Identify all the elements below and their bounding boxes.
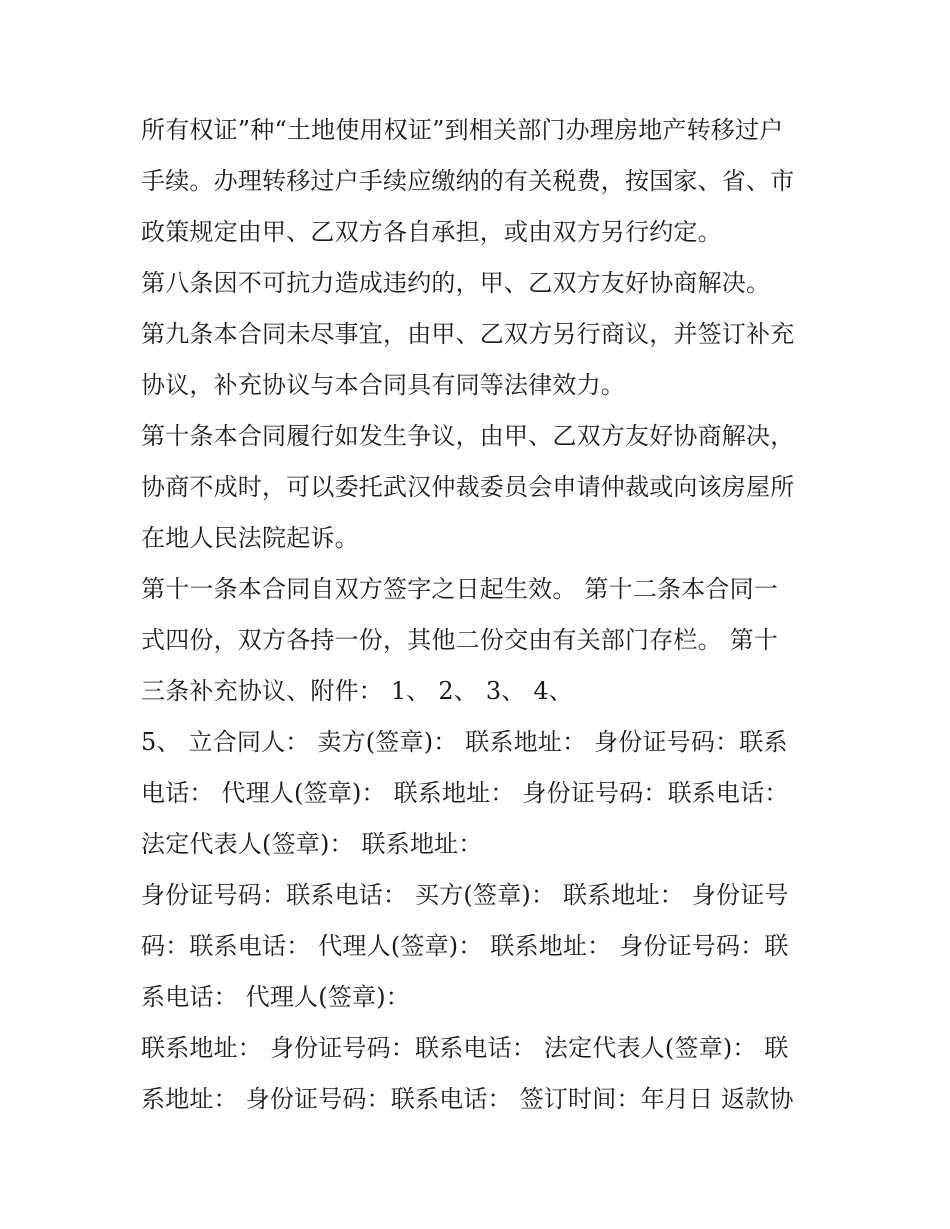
text-line: 三条补充协议、附件： 1、 2、 3、 4、 bbox=[141, 677, 573, 705]
text-line: 法定代表人(签章)： 联系地址： bbox=[141, 830, 483, 858]
text-line: 5、 立合同人： 卖方(签章)： 联系地址： 身份证号码：联系 bbox=[141, 728, 788, 756]
text-line: 系地址： 身份证号码：联系电话： 签订时间：年月日 返款协 bbox=[141, 1085, 794, 1113]
text-line: 身份证号码：联系电话： 买方(签章)： 联系地址： 身份证号 bbox=[141, 881, 789, 909]
text-line: 协商不成时，可以委托武汉仲裁委员会申请仲裁或向该房屋所 bbox=[141, 473, 795, 501]
text-line: 第九条本合同未尽事宜，由甲、乙双方另行商议，并签订补充 bbox=[141, 320, 795, 348]
text-line: 系电话： 代理人(签章)： bbox=[141, 983, 410, 1011]
text-line: 电话： 代理人(签章)： 联系地址： 身份证号码：联系电话： bbox=[141, 779, 789, 807]
text-line: 协议，补充协议与本合同具有同等法律效力。 bbox=[141, 371, 625, 399]
contract-body-text bbox=[141, 105, 821, 1125]
text-line: 式四份，双方各持一份，其他二份交由有关部门存栏。 第十 bbox=[141, 626, 779, 654]
text-line: 第十一条本合同自双方签字之日起生效。 第十二条本合同一 bbox=[141, 575, 779, 603]
text-line: 码：联系电话： 代理人(签章)： 联系地址： 身份证号码：联 bbox=[141, 932, 789, 960]
text-line: 政策规定由甲、乙双方各自承担，或由双方另行约定。 bbox=[141, 218, 722, 246]
text-line: 第八条因不可抗力造成违约的，甲、乙双方友好协商解决。 bbox=[141, 269, 771, 297]
text-line: 联系地址： 身份证号码：联系电话： 法定代表人(签章)： 联 bbox=[141, 1034, 789, 1062]
text-line: 第十条本合同履行如发生争议，由甲、乙双方友好协商解决， bbox=[141, 422, 795, 450]
text-line: 所有权证”种“土地使用权证”到相关部门办理房地产转移过户 bbox=[141, 116, 784, 144]
text-line: 手续。办理转移过户手续应缴纳的有关税费，按国家、省、市 bbox=[141, 167, 795, 195]
text-line: 在地人民法院起诉。 bbox=[141, 524, 359, 552]
